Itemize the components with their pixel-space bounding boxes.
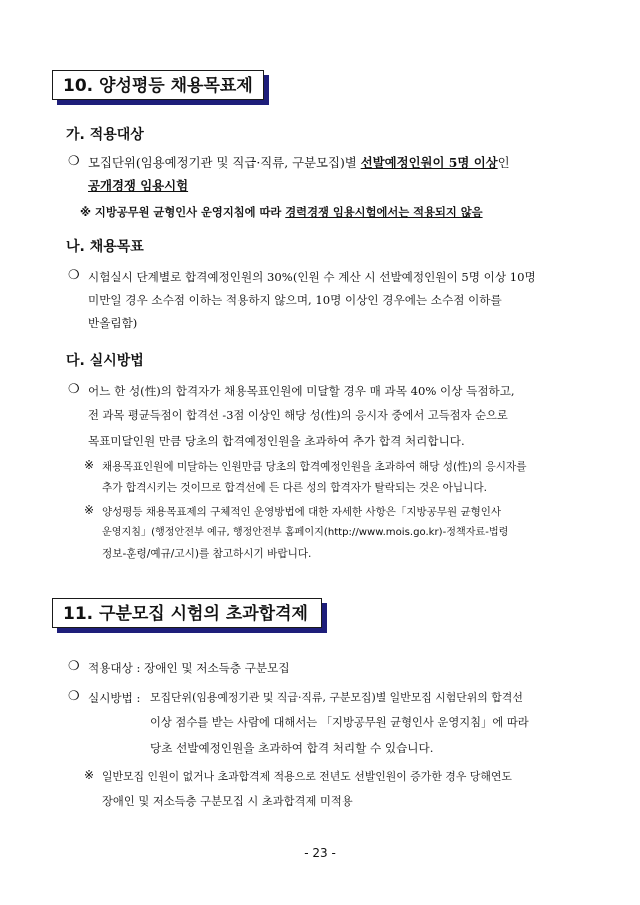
method-note-2-line-2: 운영지침」(행정안전부 예규, 행정안전부 홈페이지(http://www.mois.go.kr)-정책자료-법령 bbox=[102, 527, 509, 538]
section-11-title: 11. 구분모집 시험의 초과합격제 bbox=[52, 598, 322, 628]
method-line-2: 전 과목 평균득점이 합격선 -3점 이상인 해당 성(性)의 응시자 중에서 고득점자 순으로 bbox=[88, 409, 508, 422]
bullet-icon: ❍ bbox=[68, 154, 80, 169]
target-line-3: 반올림함) bbox=[88, 316, 138, 330]
bullet-icon: ❍ bbox=[68, 382, 80, 397]
excess-target-line: 적용대상 : 장애인 및 저소득층 구분모집 bbox=[88, 661, 290, 675]
target-line-2: 미만일 경우 소수점 이하는 적용하지 않으며, 10명 이상인 경우에는 소수점 이하를 bbox=[88, 293, 502, 307]
apply-target-emphasis: 선발예정인원이 5명 이상 bbox=[360, 155, 498, 170]
bullet-icon: ❍ bbox=[68, 689, 80, 704]
note-mark: ※ bbox=[84, 503, 95, 517]
apply-target-text: 모집단위(임용예정기관 및 직급·직류, 구분모집)별 bbox=[88, 155, 361, 170]
method-note-1-line-1: 채용목표인원에 미달하는 인원만큼 당초의 합격예정인원을 초과하여 해당 성(性)의 응시자를 bbox=[102, 461, 527, 473]
note-mark: ※ bbox=[80, 206, 91, 219]
note-mark: ※ bbox=[84, 768, 95, 782]
subsection-c-heading: 다. 실시방법 bbox=[66, 353, 144, 369]
note-emphasis: 경력경쟁 임용시험에서는 적용되지 않음 bbox=[285, 206, 483, 219]
apply-target-note bbox=[80, 205, 483, 221]
bullet-icon: ❍ bbox=[68, 659, 80, 674]
method-note-2-line-3: 정보-훈령/예규/고시)를 참고하시기 바랍니다. bbox=[102, 548, 312, 560]
excess-note-line-2: 장애인 및 저소득층 구분모집 시 초과합격제 미적용 bbox=[102, 795, 353, 808]
method-line-3: 목표미달인원 만큼 당초의 합격예정인원을 초과하여 추가 합격 처리합니다. bbox=[88, 434, 465, 448]
excess-method-line-2: 이상 점수를 받는 사람에 대해서는 「지방공무원 균형인사 운영지침」에 따라 bbox=[150, 716, 529, 729]
method-note-2-line-1: 양성평등 채용목표제의 구체적인 운영방법에 대한 자세한 사항은「지방공무원 균형인사 bbox=[102, 506, 502, 518]
note-mark: ※ bbox=[84, 458, 95, 472]
target-line-1: 시험실시 단계별로 합격예정인원의 30%(인원 수 계산 시 선발예정인원이 5명 이상 10명 bbox=[88, 270, 536, 284]
apply-target-tail: 인 bbox=[497, 155, 510, 170]
excess-method-line-1: 모집단위(임용예정기관 및 직급·직류, 구분모집)별 일반모집 시험단위의 합격선 bbox=[150, 691, 523, 704]
bullet-icon: ❍ bbox=[68, 268, 80, 283]
apply-target-line-2: 공개경쟁 임용시험 bbox=[88, 178, 189, 193]
subsection-a-heading: 가. 적용대상 bbox=[66, 127, 144, 143]
page-number: - 23 - bbox=[304, 846, 336, 860]
subsection-b-heading: 나. 채용목표 bbox=[66, 239, 144, 255]
excess-method-line-3: 당초 선발예정인원을 초과하여 합격 처리할 수 있습니다. bbox=[150, 741, 434, 755]
apply-target-line-1 bbox=[88, 155, 510, 171]
section-10-title: 10. 양성평등 채용목표제 bbox=[52, 70, 264, 100]
excess-method-label: 실시방법 : bbox=[88, 691, 141, 705]
method-line-1: 어느 한 성(性)의 합격자가 채용목표인원에 미달할 경우 매 과목 40% 이상 득점하고, bbox=[88, 384, 515, 398]
note-text: 지방공무원 균형인사 운영지침에 따라 bbox=[94, 206, 286, 219]
excess-note-line-1: 일반모집 인원이 없거나 초과합격제 적용으로 전년도 선발인원이 증가한 경우 당해연도 bbox=[102, 770, 512, 783]
method-note-1-line-2: 추가 합격시키는 것이므로 합격선에 든 다른 성의 합격자가 탈락되는 것은 아닙니다. bbox=[102, 482, 487, 494]
